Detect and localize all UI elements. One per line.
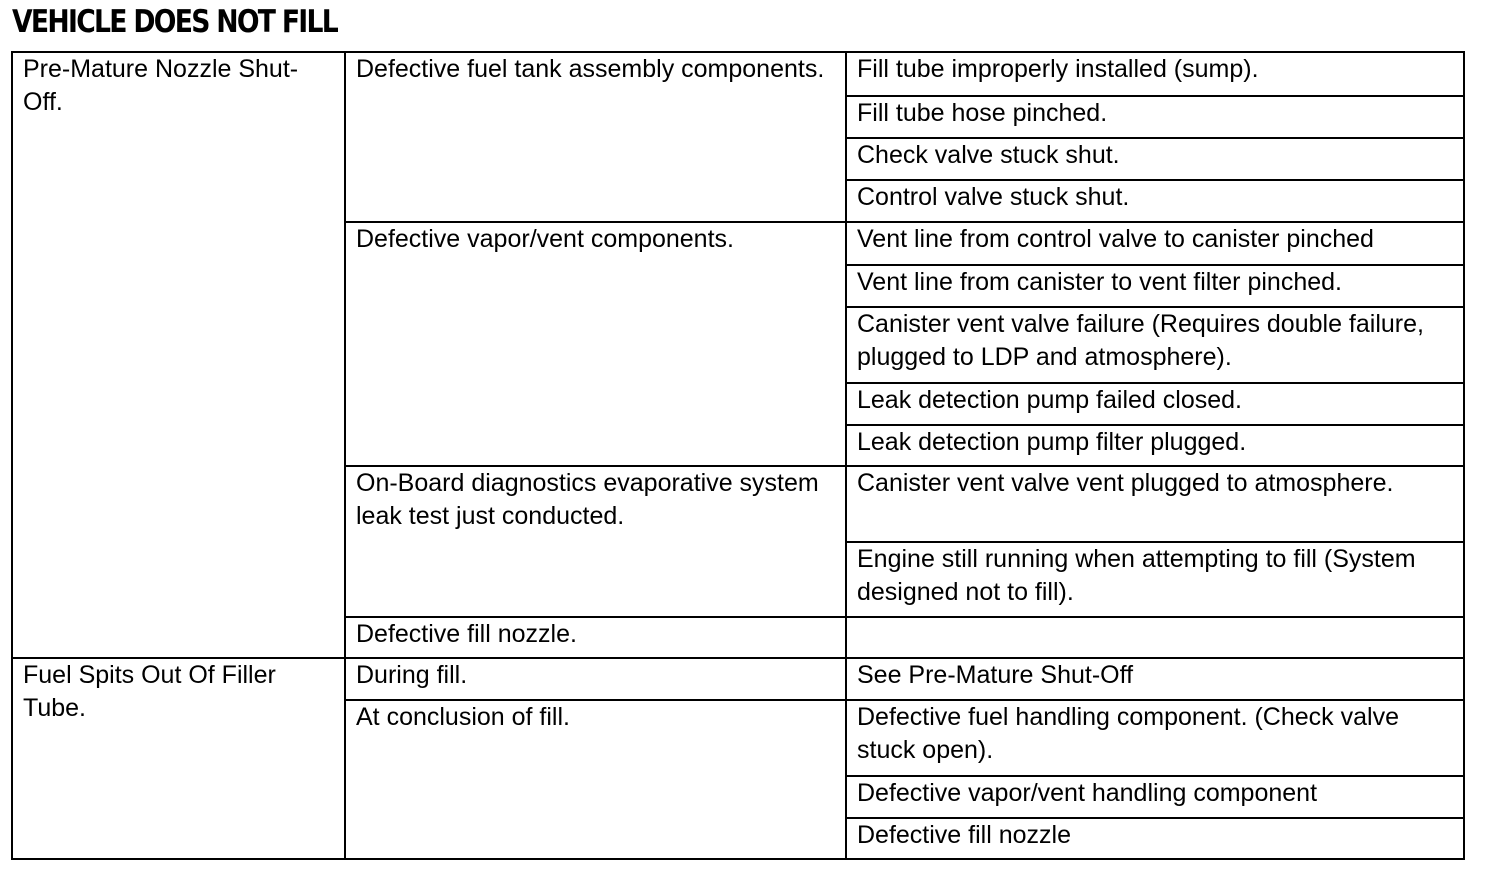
- correction-cell: Defective vapor/vent handling component: [846, 776, 1464, 818]
- correction-cell: Fill tube hose pinched.: [846, 96, 1464, 138]
- correction-cell: Defective fuel handling component. (Check valve stuck open).: [846, 700, 1464, 776]
- condition-cell: Fuel Spits Out Of Filler Tube.: [12, 658, 345, 859]
- correction-cell: Defective fill nozzle: [846, 818, 1464, 859]
- correction-cell: [846, 617, 1464, 658]
- correction-cell: Engine still running when attempting to fill (System designed not to fill).: [846, 542, 1464, 617]
- correction-cell: Leak detection pump failed closed.: [846, 383, 1464, 425]
- correction-cell: Canister vent valve failure (Requires double failure, plugged to LDP and atmosphere).: [846, 307, 1464, 383]
- correction-cell: See Pre-Mature Shut-Off: [846, 658, 1464, 700]
- cause-cell: At conclusion of fill.: [345, 700, 846, 859]
- correction-cell: Check valve stuck shut.: [846, 138, 1464, 180]
- correction-cell: Canister vent valve vent plugged to atmosphere.: [846, 466, 1464, 542]
- cause-cell: Defective vapor/vent components.: [345, 222, 846, 466]
- condition-cell: Pre-Mature Nozzle Shut-Off.: [12, 52, 345, 658]
- correction-cell: Vent line from canister to vent filter pinched.: [846, 265, 1464, 307]
- correction-cell: Control valve stuck shut.: [846, 180, 1464, 222]
- correction-cell: Vent line from control valve to canister pinched: [846, 222, 1464, 265]
- cause-cell: Defective fuel tank assembly components.: [345, 52, 846, 222]
- page-title: VEHICLE DOES NOT FILL: [12, 4, 338, 40]
- cause-cell: During fill.: [345, 658, 846, 700]
- cause-cell: Defective fill nozzle.: [345, 617, 846, 658]
- table-row: [12, 52, 1464, 96]
- cause-cell: On-Board diagnostics evaporative system leak test just conducted.: [345, 466, 846, 617]
- correction-cell: Leak detection pump filter plugged.: [846, 425, 1464, 466]
- table-row: [12, 658, 1464, 700]
- correction-cell: Fill tube improperly installed (sump).: [846, 52, 1464, 96]
- diagnosis-table: [11, 51, 1465, 860]
